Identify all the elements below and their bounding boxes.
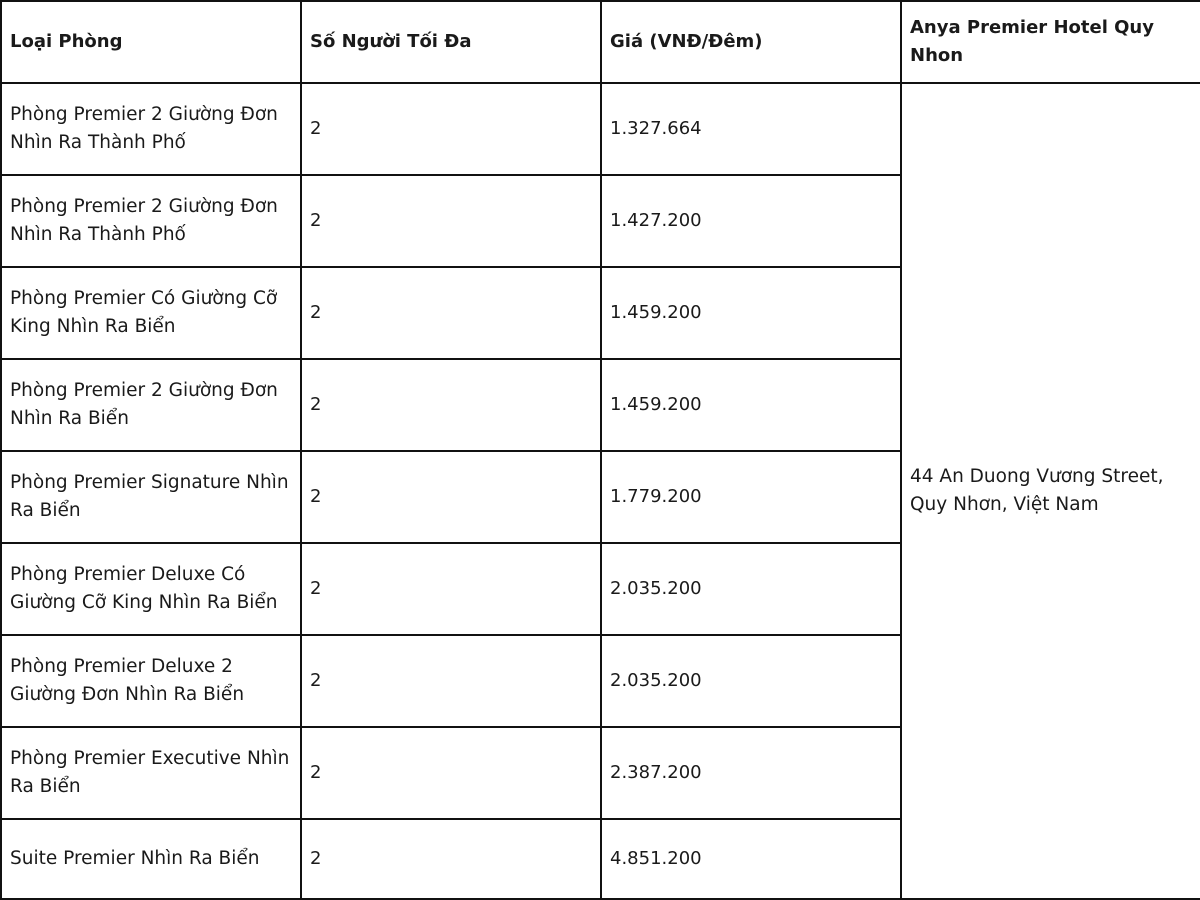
room-type-cell: Phòng Premier Deluxe 2 Giường Đơn Nhìn Ra Biển bbox=[1, 635, 301, 727]
room-type-cell: Phòng Premier 2 Giường Đơn Nhìn Ra Biển bbox=[1, 359, 301, 451]
room-type-cell: Phòng Premier 2 Giường Đơn Nhìn Ra Thành Phố bbox=[1, 83, 301, 175]
max-guests-cell: 2 bbox=[301, 359, 601, 451]
table-header-row bbox=[1, 1, 1200, 83]
hotel-address-cell: 44 An Duong Vương Street, Quy Nhơn, Việt Nam bbox=[901, 83, 1200, 899]
max-guests-cell: 2 bbox=[301, 819, 601, 899]
max-guests-cell: 2 bbox=[301, 175, 601, 267]
header-price: Giá (VNĐ/Đêm) bbox=[601, 1, 901, 83]
price-cell: 1.427.200 bbox=[601, 175, 901, 267]
table-row bbox=[1, 83, 1200, 175]
price-cell: 1.327.664 bbox=[601, 83, 901, 175]
room-type-cell: Phòng Premier Deluxe Có Giường Cỡ King Nhìn Ra Biển bbox=[1, 543, 301, 635]
max-guests-cell: 2 bbox=[301, 727, 601, 819]
price-cell: 2.387.200 bbox=[601, 727, 901, 819]
max-guests-cell: 2 bbox=[301, 543, 601, 635]
price-cell: 1.459.200 bbox=[601, 267, 901, 359]
price-cell: 4.851.200 bbox=[601, 819, 901, 899]
price-cell: 1.459.200 bbox=[601, 359, 901, 451]
max-guests-cell: 2 bbox=[301, 635, 601, 727]
max-guests-cell: 2 bbox=[301, 83, 601, 175]
room-type-cell: Phòng Premier Có Giường Cỡ King Nhìn Ra Biển bbox=[1, 267, 301, 359]
header-hotel-name: Anya Premier Hotel Quy Nhon bbox=[901, 1, 1200, 83]
price-cell: 2.035.200 bbox=[601, 543, 901, 635]
max-guests-cell: 2 bbox=[301, 451, 601, 543]
header-room-type: Loại Phòng bbox=[1, 1, 301, 83]
max-guests-cell: 2 bbox=[301, 267, 601, 359]
price-cell: 1.779.200 bbox=[601, 451, 901, 543]
price-cell: 2.035.200 bbox=[601, 635, 901, 727]
header-max-guests: Số Người Tối Đa bbox=[301, 1, 601, 83]
room-type-cell: Phòng Premier 2 Giường Đơn Nhìn Ra Thành Phố bbox=[1, 175, 301, 267]
room-type-cell: Phòng Premier Signature Nhìn Ra Biển bbox=[1, 451, 301, 543]
room-type-cell: Suite Premier Nhìn Ra Biển bbox=[1, 819, 301, 899]
room-type-cell: Phòng Premier Executive Nhìn Ra Biển bbox=[1, 727, 301, 819]
